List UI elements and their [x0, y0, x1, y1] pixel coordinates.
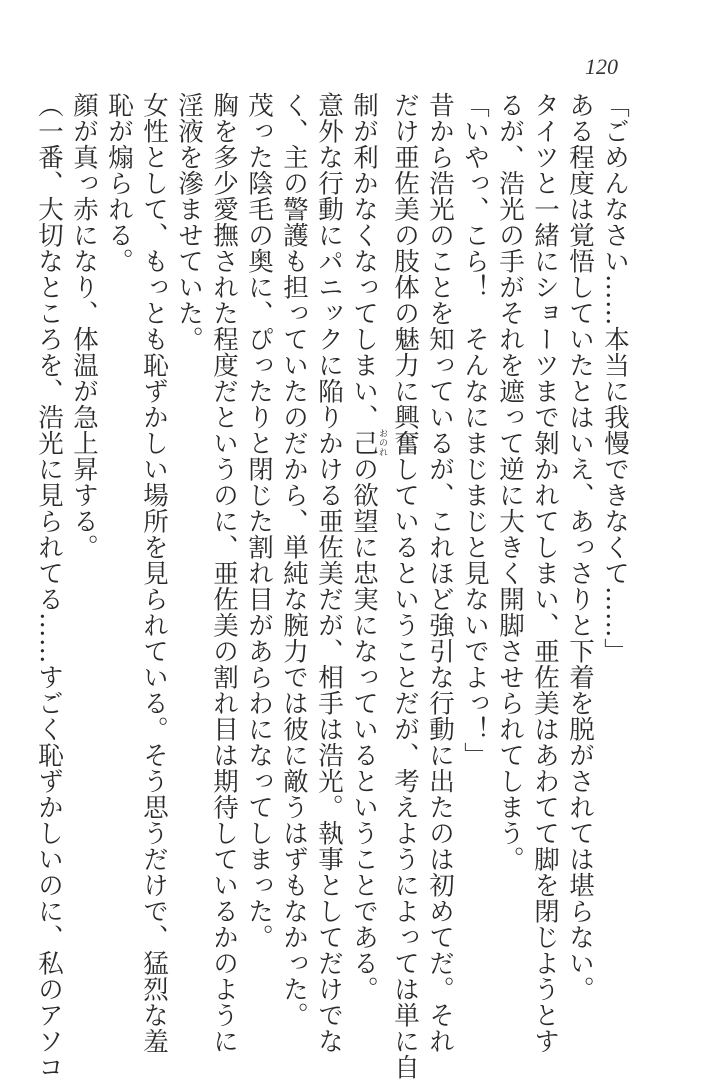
novel-text-body	[31, 92, 632, 1080]
text-line: 胸を多少愛撫された程度だというのに、亜佐美の割れ目は期待しているかのように	[209, 92, 239, 1054]
text-line: （一番、大切なところを、浩光に見られてる……すごく恥ずかしいのに、私のアソコ	[34, 92, 64, 1080]
text-line: 顔が真っ赤になり、体温が急上昇する。	[69, 92, 99, 560]
text-line: 意外な行動にパニックに陥りかける亜佐美だが、相手は浩光。執事としてだけでな	[314, 92, 344, 1054]
text-line: 女性として、もっとも恥ずかしい場所を見られている。そう思うだけで、猛烈な羞	[139, 92, 169, 1054]
page-number: 120	[585, 54, 618, 79]
text-line: 昔から浩光のことを知っているが、これほど強引な行動に出たのは初めてだ。それ	[425, 92, 455, 1054]
text-line: 茂った陰毛の奥に、ぴったりと閉じた割れ目があらわになってしまった。	[244, 92, 274, 950]
text-line: だけ亜佐美の肢体の魅力に興奮しているということだが、考えようによっては単に自	[390, 92, 420, 1080]
furigana-ruby: 己おのれ	[349, 428, 387, 458]
text-line: 淫液を滲ませていた。	[174, 92, 204, 352]
text-line: るが、浩光の手がそれを遮って逆に大きく開脚させられてしまう。	[495, 92, 525, 872]
text-line: 恥が煽られる。	[104, 92, 134, 274]
text-line: 「ごめんなさい……本当に我慢できなくて……」	[600, 92, 630, 664]
text-line: 制が利かなくなってしまい、己おのれの欲望に忠実になっているということである。	[349, 92, 387, 1002]
furigana-reading: おのれ	[377, 428, 387, 458]
text-line: タイツと一緒にショーツまで剝かれてしまい、亜佐美はあわてて脚を閉じようとす	[530, 92, 560, 1054]
text-line: 「いやっ、こら！ そんなにまじまじと見ないでよっ！」	[460, 92, 490, 768]
text-line: ある程度は覚悟していたとはいえ、あっさりと下着を脱がされては堪らない。	[565, 92, 595, 1002]
text-line: く、主の警護も担っていたのだから、単純な腕力では彼に敵うはずもなかった。	[279, 92, 309, 1028]
